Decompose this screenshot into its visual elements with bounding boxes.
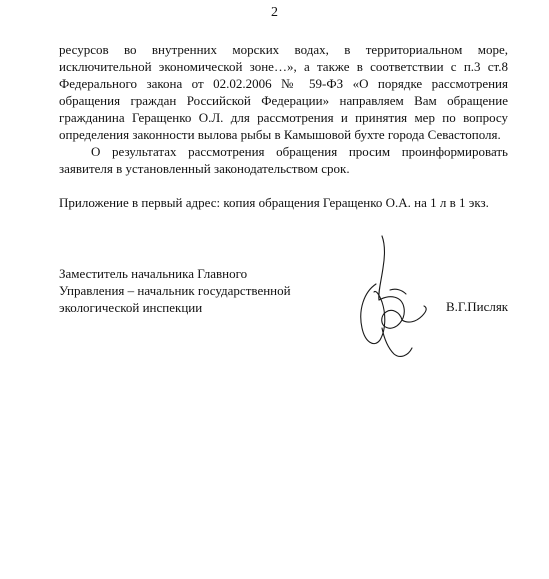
signer-position-line: экологической инспекции [59, 300, 203, 315]
signer-position [59, 265, 339, 316]
handwritten-signature-icon [352, 232, 432, 362]
attachment-note: Приложение в первый адрес: копия обращения Геращенко О.А. на 1 л в 1 экз. [59, 195, 489, 210]
signer-position-line: Заместитель начальника Главного [59, 266, 248, 281]
letter-body [59, 41, 508, 211]
page-number: 2 [271, 5, 278, 20]
body-paragraph-request: О результатах рассмотрения обращения просим проинформировать заявителя в установленный законодательством срок. [59, 144, 508, 176]
signer-name: В.Г.Писляк [446, 299, 509, 314]
body-paragraph-continuation: ресурсов во внутренних морских водах, в территориальном море, исключительной экономической зоне…», а также в соответствии с п.3 ст.8 Федерального закона от 02.02.2006 № 59-ФЗ «О порядке рассмотрения обращения граждан Российской Федерации» направляем Вам обращение гражданина Геращенко О.Л. для рассмотрения и принятия мер по вопросу определения законности вылова рыбы в Камышовой бухте города Севастополя. [59, 42, 508, 142]
signer-position-line: Управления – начальник государственной [59, 283, 291, 298]
